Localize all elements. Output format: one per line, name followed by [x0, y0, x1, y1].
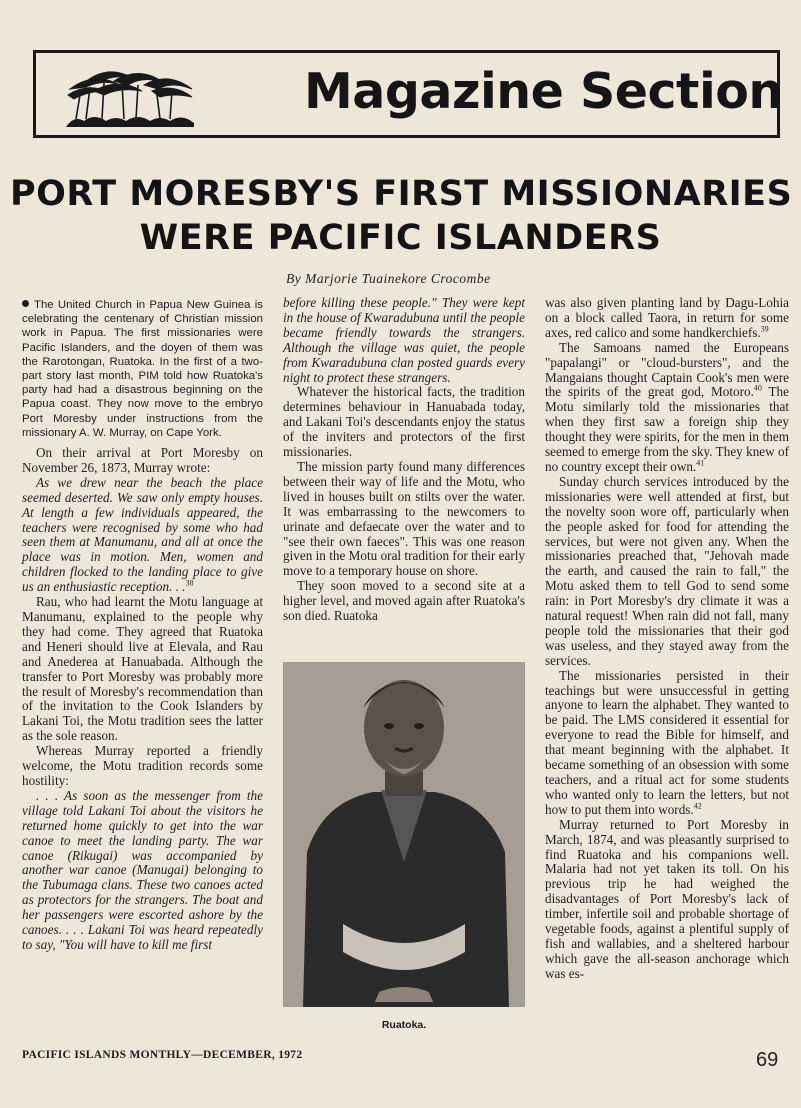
- column-3: [545, 296, 789, 982]
- byline: By Marjorie Tuainekore Crocombe: [286, 271, 491, 286]
- body-paragraph: Rau, who had learnt the Motu language at Manumanu, explained to the people why they had come. They agreed that Ruatoka and Heneri should live at Elevala, and Rau and Anederea at Hanuabada. Although the transfer to Port Moresby was probably more the result of Moresby's recommendation than of the invitation to the Cook Islanders by Lakani Toi, the Motu tradition sees the latter as the sole reason.: [22, 594, 263, 744]
- footnote-ref: 41: [696, 458, 705, 468]
- block-quote: [22, 476, 263, 595]
- footnote-ref: 42: [693, 801, 702, 811]
- body-paragraph: The mission party found many differences between their way of life and the Motu, who lived in houses built on stilts over the water. It was embarrassing to the newcomers to urinate and defaecate over the water and to "see their own faeces". This was one reason given in the Motu oral tradition for their early move to a temporary house on shore.: [283, 458, 525, 579]
- body-paragraph: They soon moved to a second site at a higher level, and moved again after Ruatoka's son died. Ruatoka: [283, 578, 525, 624]
- footnote-ref: 40: [753, 384, 762, 394]
- paragraph-text: was also given planting land by Dagu-Lohia on a block called Taora, in return for some axes, red calico and some handkerchiefs.: [545, 295, 789, 340]
- body-paragraph: Sunday church services introduced by the missionaries were well attended at first, but the novelty soon wore off, particularly when the people asked for food for attending the services, but were not given any. When the missionaries preached that, "Jehovah made the earth, and caused the rain to fall," the Motu asked them to tell God to send some rain: in Port Moresby's dry climate it was a natural request! When rain did not fall, many people told the missionaries that their god was useless, and they stayed away from the services.: [545, 473, 789, 668]
- column-1: [22, 298, 263, 953]
- headline-line-2: WERE PACIFIC ISLANDERS: [139, 218, 662, 258]
- footer-publication: PACIFIC ISLANDS MONTHLY—DECEMBER, 1972: [22, 1049, 303, 1061]
- paragraph-text: The missionaries persisted in their teachings but were unsuccessful in getting anyone to learn the alphabet. They wanted to be paid. The LMS considered it essential for everyone to read the Bible for himself, and that meant beginning with the alphabet. It became something of an obsession with some teachers, and a ritual act for some students who wanted only to learn the letters, but not how to put them into words.: [545, 667, 789, 817]
- body-paragraph: Whereas Murray reported a friendly welcome, the Motu tradition records some hostility:: [22, 743, 263, 788]
- intro-text: The United Church in Papua New Guinea is celebrating the centenary of Christian mission work in Papua. The first missionaries were Pacific Islanders, and the doyen of them was the Rarotongan, Ruatoka. In the first of a two-part story last month, PIM told how Ruatoka's party had had a disastrous beginning on the Papua coast. They now move to the embryo Port Moresby under instructions from the missionary A. W. Murray, on Cape York.: [22, 299, 263, 439]
- column-2: [283, 296, 525, 624]
- photo-caption: Ruatoka.: [381, 1019, 427, 1031]
- body-paragraph: [545, 341, 789, 475]
- body-paragraph: [545, 296, 789, 341]
- portrait-image: [283, 662, 525, 1007]
- masthead-title: Magazine Section: [304, 63, 783, 120]
- bullet-icon: [22, 300, 29, 307]
- body-paragraph: On their arrival at Port Moresby on November 26, 1873, Murray wrote:: [22, 445, 263, 475]
- body-paragraph: Whatever the historical facts, the tradition determines behaviour in Hanuabada today, and Lakani Toi's descendants enjoy the status of the inviters and protectors of the first missionaries.: [283, 384, 525, 460]
- page-number: 69: [756, 1049, 779, 1071]
- headline-line-1: PORT MORESBY'S FIRST MISSIONARIES: [10, 174, 793, 214]
- ruatoka-portrait-photo: [283, 662, 525, 1007]
- block-quote-continued: before killing these people." They were kept in the house of Kwaradubuna until the people became friendly towards the strangers. Although the village was quiet, the people from Kwaradubuna clan posted guards every night to protect these strangers.: [283, 295, 525, 385]
- footnote-ref: 38: [185, 578, 194, 588]
- footnote-ref: 39: [760, 324, 769, 334]
- block-quote: . . . As soon as the messenger from the village told Lakani Toi about the visitors he returned home quickly to get into the war canoe to meet the landing party. The war canoe (Rikugai) was accompanied by another war canoe (Manugai) belonging to the Tubumaga clans. These two canoes acted as protectors for the strangers. The boat and her passengers were escorted ashore by the canoes. . . . Lakani Toi was heard repeatedly to say, "You will have to kill me first: [22, 787, 263, 952]
- paragraph-text: The Motu similarly told the missionaries that when they first saw a foreign ship they thought they were spirits, for the men in them seemed to emerge from the sky. They knew of no country except their own.: [545, 384, 789, 474]
- masthead: [33, 50, 783, 138]
- body-paragraph: Murray returned to Port Moresby in March, 1874, and was pleasantly surprised to find Ruatoka and his companions well. Malaria had not yet taken its toll. On his previous trip he had weighed the disadvantages of Port Moresby's lack of timber, infertile soil and probable shortage of vegetable foods, against a plentiful supply of fish and wallabies, and a sheltered harbour which gave the all-season anchorage which was es-: [545, 816, 789, 981]
- palm-trees-logo-icon: [64, 61, 196, 127]
- body-paragraph: [545, 669, 789, 818]
- paragraph-text: The Samoans named the Europeans "papalangi" or "cloud-bursters", and the Mangaians thought Captain Cook's men were the spirits of the great god, Motoro.: [545, 339, 789, 400]
- intro-paragraph: [22, 298, 263, 440]
- quote-text: As we drew near the beach the place seemed deserted. We saw only empty houses. At length a few individuals appeared, the teachers were recognised by some who had seen them at Manumanu, and all at once the place was in motion. Men, women and children flocked to the landing place to give us an enthusiastic reception. . .: [22, 474, 263, 595]
